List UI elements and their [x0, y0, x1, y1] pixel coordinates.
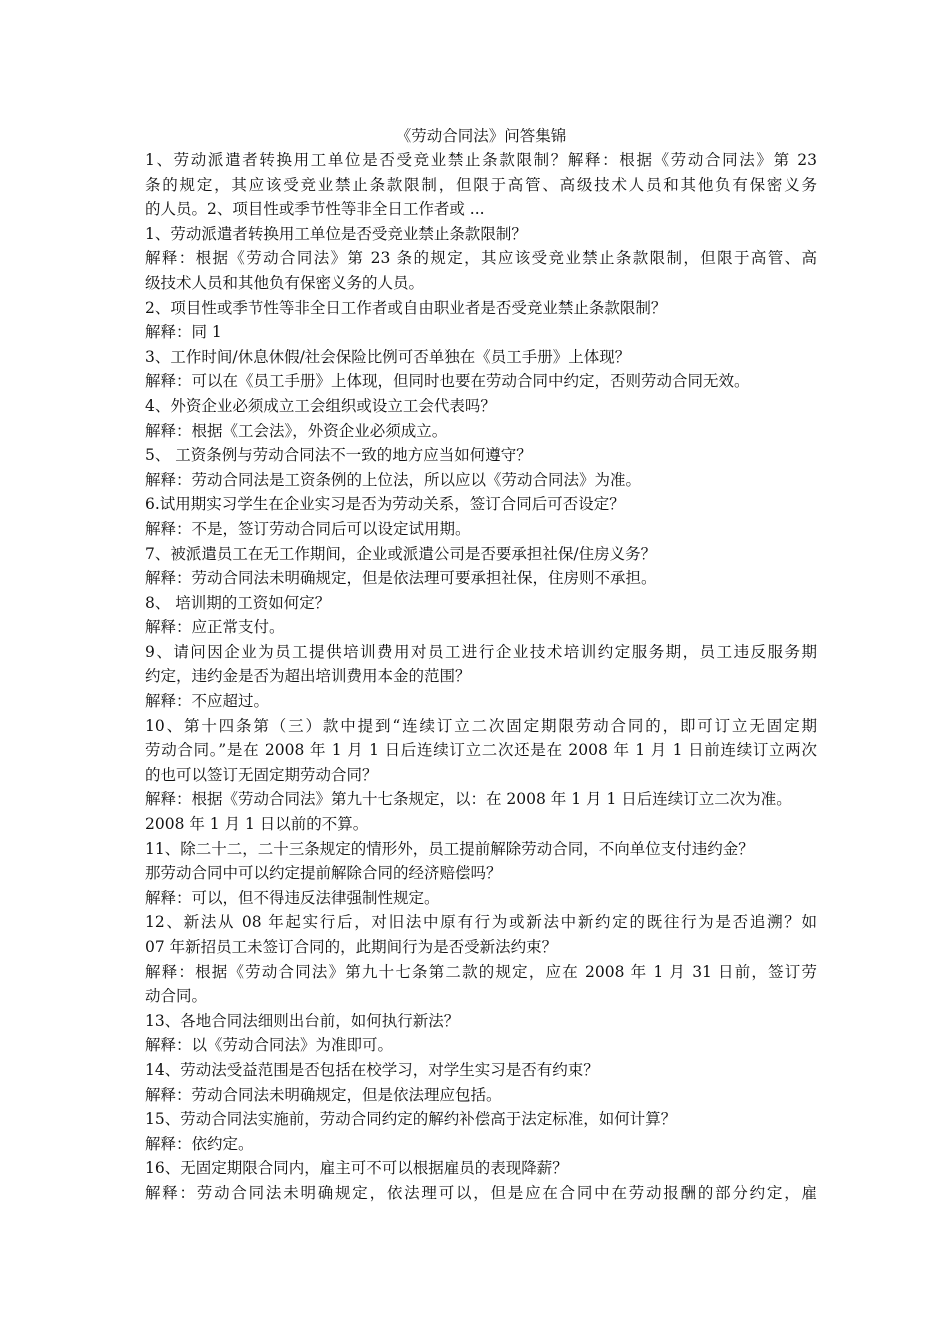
- answer-line: 解释：以《劳动合同法》为准即可。: [145, 1036, 394, 1055]
- answer-line: 动合同。: [145, 987, 208, 1006]
- question-line: 14、劳动法受益范围是否包括在校学习，对学生实习是否有约束？: [145, 1060, 599, 1079]
- answer-line: 解释：可以在《员工手册》上体现，但同时也要在劳动合同中约定，否则劳动合同无效。: [145, 372, 750, 391]
- question-line: 2、项目性或季节性等非全日工作者或自由职业者是否受竞业禁止条款限制？: [145, 298, 667, 317]
- answer-line: 解释：根据《劳动合同法》第九十七条规定，以：在 2008 年 1 月 1 日后连续订立二次为准。: [145, 790, 792, 809]
- question-line: 7、被派遣员工在无工作期间，企业或派遣公司是否要承担社保/住房义务？: [145, 544, 657, 563]
- answer-line: 解释：不应超过。: [145, 692, 270, 711]
- text-line: 的人员。2、项目性或季节性等非全日工作者或 ...: [145, 200, 485, 219]
- question-line: 3、工作时间/休息休假/社会保险比例可否单独在《员工手册》上体现？: [145, 347, 631, 366]
- answer-line: 解释：不是，签订劳动合同后可以设定试用期。: [145, 519, 471, 538]
- question-line: 5、 工资条例与劳动合同法不一致的地方应当如何遵守？: [145, 446, 532, 465]
- question-line: 那劳动合同中可以约定提前解除合同的经济赔偿吗？: [145, 864, 502, 883]
- answer-line: 解释：可以，但不得违反法律强制性规定。: [145, 888, 440, 907]
- answer-line: 解释：依约定。: [145, 1134, 254, 1153]
- answer-line: 解释：应正常支付。: [145, 618, 285, 637]
- question-line: 11、除二十二，二十三条规定的情形外，员工提前解除劳动合同，不向单位支付违约金？: [145, 839, 754, 858]
- question-line: 6.试用期实习学生在企业实习是否为劳动关系，签订合同后可否设定？: [145, 495, 625, 514]
- question-line: 15、劳动合同法实施前，劳动合同约定的解约补偿高于法定标准，如何计算？: [145, 1110, 677, 1129]
- answer-line: 级技术人员和其他负有保密义务的人员。: [145, 273, 425, 292]
- question-line: 4、外资企业必须成立工会组织或设立工会代表吗？: [145, 396, 496, 415]
- answer-line: 解释：根据《劳动合同法》第 23 条的规定，其应该受竞业禁止条款限制，但限于高管、高: [145, 249, 817, 268]
- question-line: 8、 培训期的工资如何定？: [145, 593, 331, 612]
- question-line: 的也可以签订无固定期劳动合同？: [145, 765, 378, 784]
- question-line: 12、新法从 08 年起实行后，对旧法中原有行为或新法中新约定的既往行为是否追溯？如: [145, 913, 817, 932]
- text-line: 1、劳动派遣者转换用工单位是否受竞业禁止条款限制？解释：根据《劳动合同法》第 23: [145, 151, 817, 169]
- text-line: 条的规定，其应该受竞业禁止条款限制，但限于高管、高级技术人员和其他负有保密义务: [145, 175, 817, 194]
- question-line: 16、无固定期限合同内，雇主可不可以根据雇员的表现降薪？: [145, 1159, 568, 1178]
- answer-line: 解释：根据《劳动合同法》第九十七条第二款的规定，应在 2008 年 1 月 31 日前，签订劳: [145, 962, 817, 981]
- answer-line: 解释：劳动合同法未明确规定，依法理可以，但是应在合同中在劳动报酬的部分约定，雇: [145, 1183, 817, 1202]
- question-line: 10、第十四条第（三）款中提到“连续订立二次固定期限劳动合同的，即可订立无固定期: [145, 716, 817, 735]
- question-line: 1、劳动派遣者转换用工单位是否受竞业禁止条款限制？: [145, 224, 527, 243]
- question-line: 9、请问因企业为员工提供培训费用对员工进行企业技术培训约定服务期，员工违反服务期: [145, 642, 817, 661]
- question-line: 13、各地合同法细则出台前，如何执行新法？: [145, 1011, 460, 1030]
- answer-line: 解释：劳动合同法未明确规定，但是依法理应包括。: [145, 1085, 502, 1104]
- question-line: 07 年新招员工未签订合同的，此期间行为是否受新法约束？: [145, 938, 558, 956]
- question-line: 约定，违约金是否为超出培训费用本金的范围？: [145, 667, 471, 686]
- document-body: [145, 148, 817, 1206]
- document-title: 《劳动合同法》问答集锦: [395, 127, 567, 145]
- question-line: 劳动合同。”是在 2008 年 1 月 1 日后连续订立二次还是在 2008 年 1 月 1 日前连续订立两次: [145, 741, 817, 760]
- document-page: [145, 124, 817, 1206]
- answer-line: 解释：劳动合同法未明确规定，但是依法理可要承担社保，住房则不承担。: [145, 569, 657, 588]
- answer-line: 2008 年 1 月 1 日以前的不算。: [145, 815, 369, 834]
- answer-line: 解释：同 1: [145, 323, 222, 342]
- answer-line: 解释：根据《工会法》，外资企业必须成立。: [145, 421, 448, 440]
- answer-line: 解释：劳动合同法是工资条例的上位法，所以应以《劳动合同法》为准。: [145, 470, 642, 489]
